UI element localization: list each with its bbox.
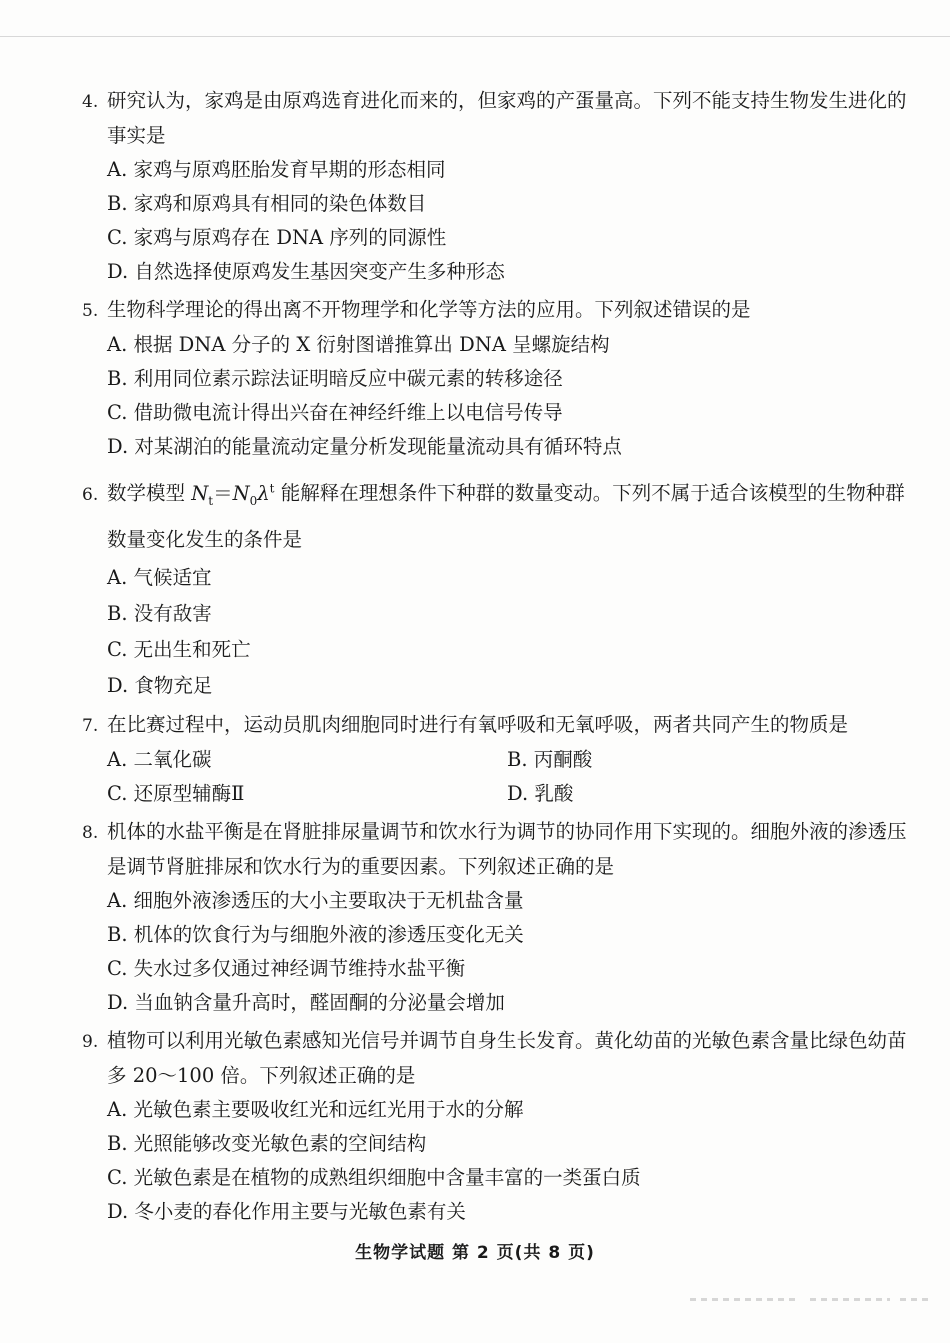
question-number: 6.: [82, 484, 99, 505]
option-list: [82, 743, 922, 811]
option-row: [107, 777, 922, 811]
scan-noise: [690, 1298, 800, 1301]
question-number: 9.: [82, 1032, 99, 1053]
option-a: A. 二氧化碳: [107, 748, 212, 772]
option-list: [82, 560, 922, 704]
option-row: [107, 743, 922, 777]
question-number: 5.: [82, 301, 99, 321]
option-c: C. 还原型辅酶Ⅱ: [107, 782, 245, 806]
option-c: C. 无出生和死亡: [107, 638, 251, 662]
question-stem: [82, 84, 922, 153]
question-text: 植物可以利用光敏色素感知光信号并调节自身生长发育。黄化幼苗的光敏色素含量比绿色幼苗多 20～100 倍。下列叙述正确的是: [107, 1029, 907, 1088]
option-a: A. 细胞外液渗透压的大小主要取决于无机盐含量: [107, 889, 524, 913]
option-d: D. 对某湖泊的能量流动定量分析发现能量流动具有循环特点: [107, 435, 622, 458]
formula-rhs-sub: 0: [249, 493, 258, 508]
option-c: C. 家鸡与原鸡存在 DNA 序列的同源性: [107, 226, 447, 249]
question-8: [82, 815, 922, 1020]
formula-lhs: N: [191, 481, 209, 505]
question-text: 在比赛过程中，运动员肌肉细胞同时进行有氧呼吸和无氧呼吸，两者共同产生的物质是: [107, 713, 849, 737]
option-b: B. 丙酮酸: [507, 748, 593, 772]
question-7: [82, 708, 922, 811]
option-list: [82, 884, 922, 1020]
question-9: [82, 1024, 922, 1229]
formula-lhs-sub: t: [208, 493, 214, 508]
question-text: 研究认为，家鸡是由原鸡选育进化而来的，但家鸡的产蛋量高。下列不能支持生物发生进化的事实是: [107, 89, 907, 147]
question-6: [82, 468, 922, 704]
question-number: 7.: [82, 716, 99, 737]
question-text-before: 数学模型: [107, 481, 192, 505]
question-5: [82, 293, 922, 464]
formula-equals: ＝: [213, 481, 233, 505]
option-a: A. 根据 DNA 分子的 X 衍射图谱推算出 DNA 呈螺旋结构: [107, 333, 610, 356]
option-b: B. 家鸡和原鸡具有相同的染色体数目: [107, 192, 427, 215]
option-list: [82, 328, 922, 464]
question-text: 生物科学理论的得出离不开物理学和化学等方法的应用。下列叙述错误的是: [107, 298, 751, 321]
option-list: [82, 153, 922, 289]
option-c: C. 借助微电流计得出兴奋在神经纤维上以电信号传导: [107, 401, 563, 424]
option-b: B. 没有敌害: [107, 602, 212, 626]
scan-noise: [810, 1298, 890, 1301]
question-text-after: 能解释在理想条件下种群的数量变动。下列不属于适合该模型的生物种群数量变化发生的条件是: [107, 481, 905, 552]
option-a: A. 家鸡与原鸡胚胎发育早期的形态相同: [107, 158, 446, 181]
option-d: D. 食物充足: [107, 674, 213, 698]
option-list: [82, 1093, 922, 1229]
option-d: D. 当血钠含量升高时，醛固酮的分泌量会增加: [107, 991, 505, 1015]
option-b: B. 光照能够改变光敏色素的空间结构: [107, 1132, 427, 1156]
question-number: 8.: [82, 823, 99, 844]
option-b: B. 机体的饮食行为与细胞外液的渗透压变化无关: [107, 923, 524, 947]
question-stem: [82, 293, 922, 328]
scan-edge-line: [0, 36, 950, 37]
scan-noise: [900, 1298, 930, 1301]
question-number: 4.: [82, 92, 99, 112]
question-stem: [82, 1024, 922, 1093]
formula-rhs: N: [232, 481, 250, 505]
question-stem: [82, 468, 922, 560]
question-4: [82, 84, 922, 289]
option-c: C. 失水过多仅通过神经调节维持水盐平衡: [107, 957, 466, 981]
option-c: C. 光敏色素是在植物的成熟组织细胞中含量丰富的一类蛋白质: [107, 1166, 641, 1190]
question-stem: [82, 815, 922, 884]
option-a: A. 气候适宜: [107, 566, 212, 590]
option-a: A. 光敏色素主要吸收红光和远红光用于水的分解: [107, 1098, 524, 1122]
formula-exponent: t: [269, 481, 275, 495]
page-footer: 生物学试题 第 2 页(共 8 页): [355, 1243, 595, 1263]
growth-formula: [191, 481, 275, 508]
formula-lambda: λ: [257, 481, 270, 505]
question-stem: [82, 708, 922, 743]
question-list: [82, 84, 922, 1233]
question-text: 机体的水盐平衡是在肾脏排尿量调节和饮水行为调节的协同作用下实现的。细胞外液的渗透压是调节肾脏排尿和饮水行为的重要因素。下列叙述正确的是: [107, 820, 907, 879]
option-d: D. 冬小麦的春化作用主要与光敏色素有关: [107, 1200, 466, 1224]
option-d: D. 自然选择使原鸡发生基因突变产生多种形态: [107, 260, 505, 283]
option-d: D. 乳酸: [507, 782, 574, 806]
option-b: B. 利用同位素示踪法证明暗反应中碳元素的转移途径: [107, 367, 563, 390]
